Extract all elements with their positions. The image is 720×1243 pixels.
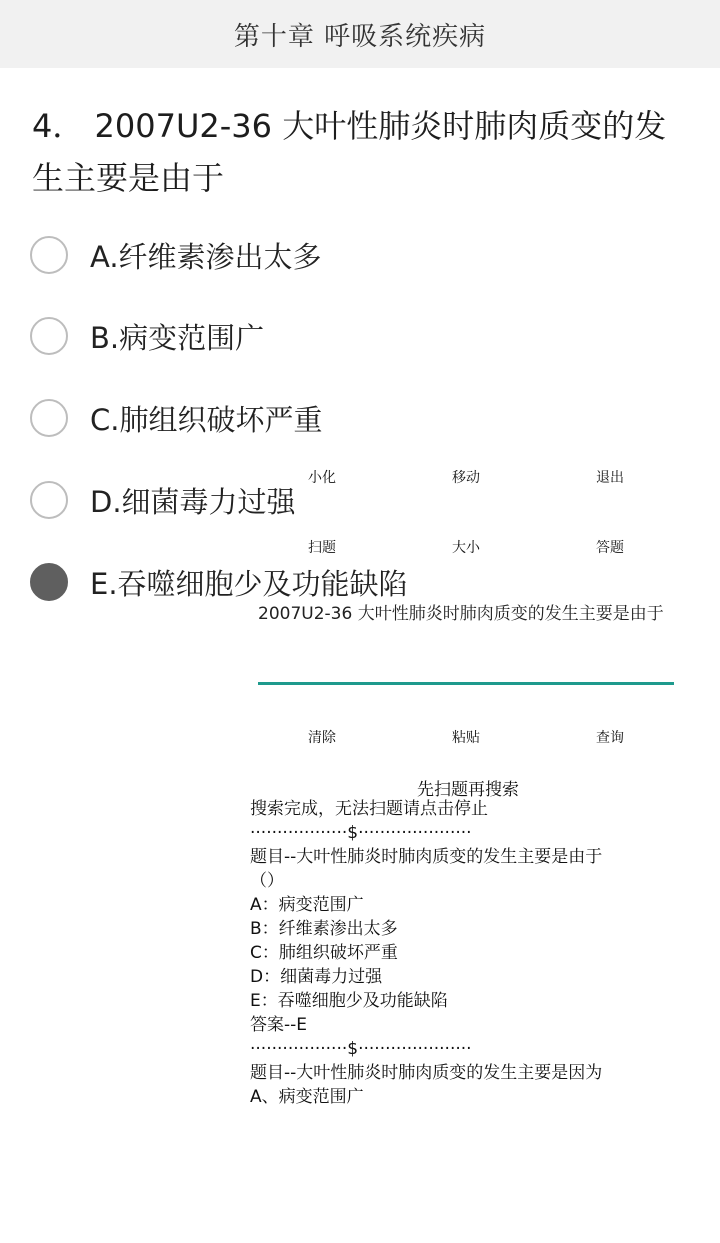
minimize-button[interactable]: 小化 [308, 470, 336, 486]
result-line: D：细菌毒力过强 [250, 967, 383, 987]
radio-d[interactable] [30, 481, 68, 519]
chapter-title: 第十章 呼吸系统疾病 [233, 21, 487, 52]
option-e-label: E.吞噬细胞少及功能缺陷 [90, 566, 408, 601]
result-line: 题目--大叶性肺炎时肺肉质变的发生主要是由于 [250, 847, 603, 867]
option-b[interactable] [30, 313, 264, 359]
radio-b[interactable] [30, 317, 68, 355]
result-line: A、病变范围广 [250, 1087, 364, 1107]
resize-button[interactable]: 大小 [452, 540, 480, 556]
option-a-label: A.纤维素渗出太多 [90, 239, 322, 274]
answer-button[interactable]: 答题 [596, 540, 624, 556]
search-hint: 先扫题再搜索 [417, 780, 519, 800]
result-line: 题目--大叶性肺炎时肺肉质变的发生主要是因为 [250, 1063, 603, 1083]
radio-c[interactable] [30, 399, 68, 437]
option-d-label: D.细菌毒力过强 [90, 484, 296, 519]
option-b-label: B.病变范围广 [90, 320, 265, 355]
result-line: E：吞噬细胞少及功能缺陷 [250, 991, 448, 1011]
search-helper-panel [248, 455, 688, 1120]
move-button[interactable]: 移动 [452, 470, 480, 486]
scan-button[interactable]: 扫题 [308, 540, 336, 556]
result-separator: ··················$····················· [250, 1039, 472, 1059]
result-line: 搜索完成，无法扫题请点击停止 [250, 799, 488, 819]
result-line: （） [250, 871, 284, 891]
option-a[interactable] [30, 232, 322, 278]
option-c[interactable] [30, 395, 322, 441]
page-header [0, 0, 720, 68]
input-underline [258, 682, 674, 685]
paste-button[interactable]: 粘贴 [452, 730, 480, 746]
question-text: 4． 2007U2-36 大叶性肺炎时肺肉质变的发生主要是由于 [32, 107, 667, 197]
query-button[interactable]: 查询 [596, 730, 624, 746]
result-separator: ··················$····················· [250, 823, 472, 843]
radio-e-selected[interactable] [30, 563, 68, 601]
result-line: A：病变范围广 [250, 895, 364, 915]
option-c-label: C.肺组织破坏严重 [90, 402, 323, 437]
search-results[interactable] [250, 797, 680, 1115]
exit-button[interactable]: 退出 [596, 470, 624, 486]
clear-button[interactable]: 清除 [308, 730, 336, 746]
result-line: C：肺组织破坏严重 [250, 943, 398, 963]
scanned-question-input[interactable]: 2007U2-36 大叶性肺炎时肺肉质变的发生主要是由于 [258, 604, 664, 624]
result-line: B：纤维素渗出太多 [250, 919, 398, 939]
radio-a[interactable] [30, 236, 68, 274]
result-answer: 答案--E [250, 1015, 308, 1035]
